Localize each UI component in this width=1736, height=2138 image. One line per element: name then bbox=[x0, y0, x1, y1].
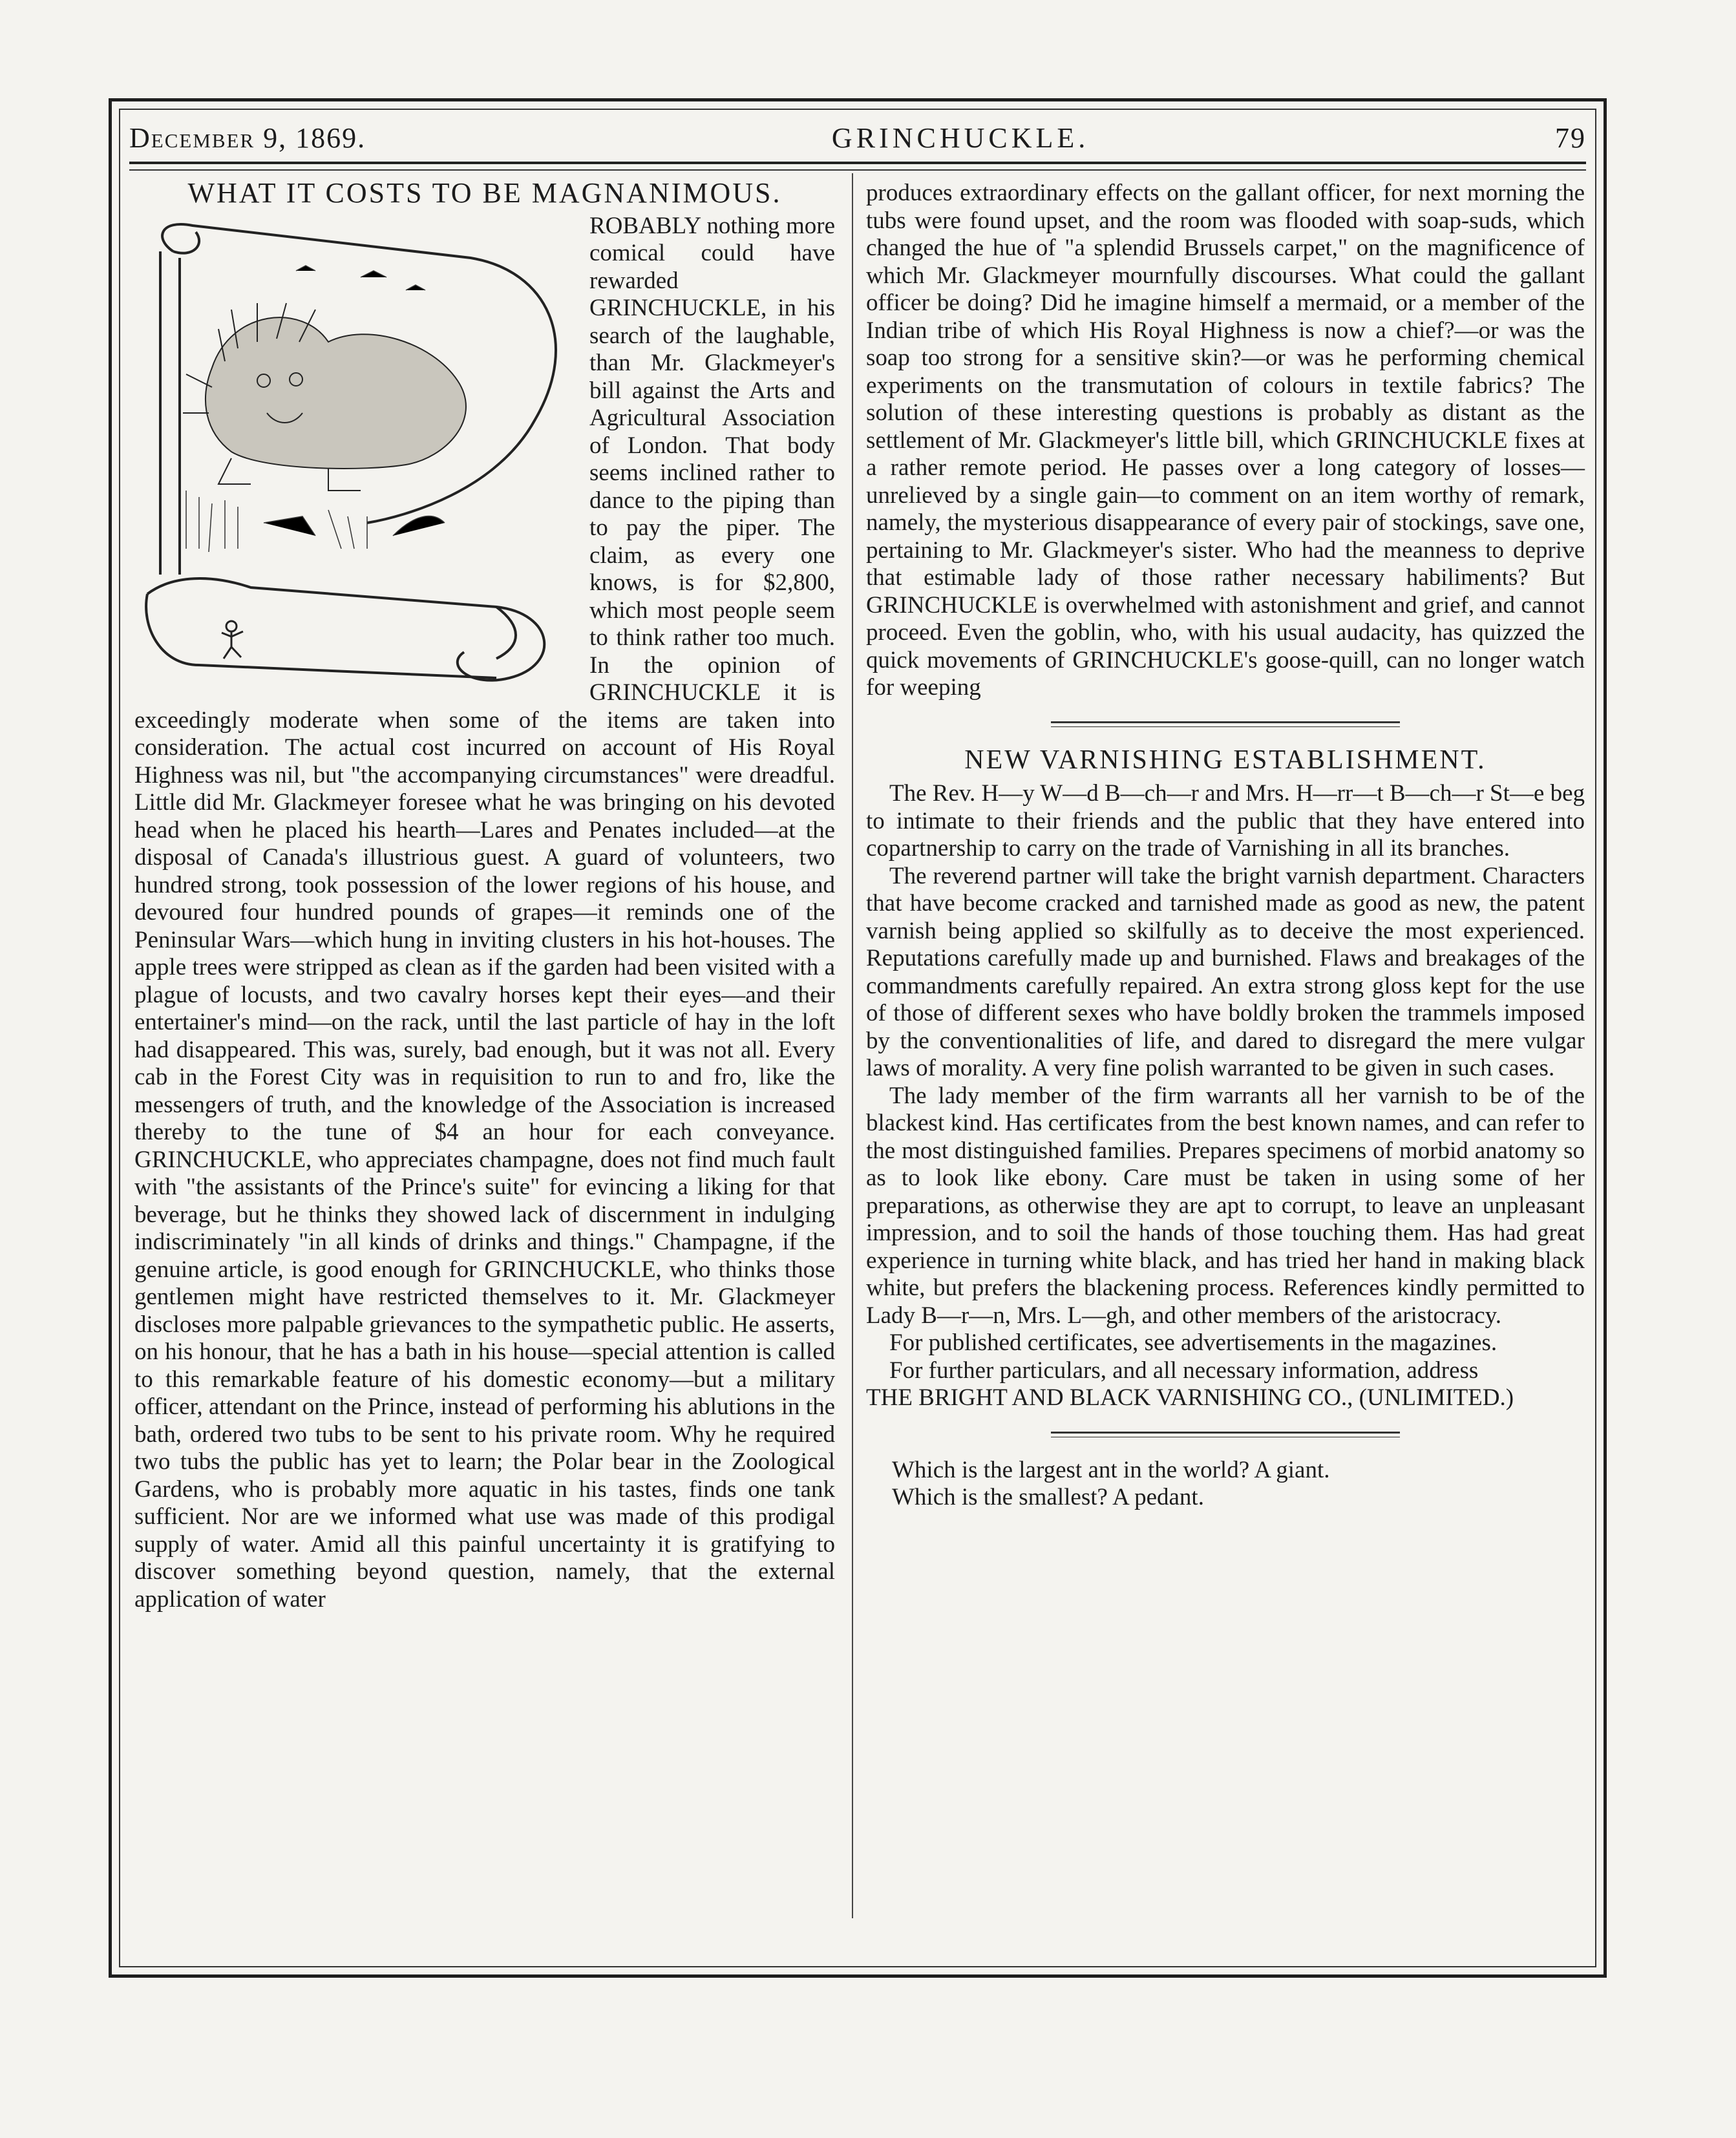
section-separator bbox=[1051, 721, 1400, 727]
dropcap-illustration bbox=[134, 213, 580, 704]
article-title-varnishing: NEW VARNISHING ESTABLISHMENT. bbox=[964, 745, 1487, 775]
header-rule-thin bbox=[129, 169, 1586, 171]
lion-dropcap-icon bbox=[134, 213, 580, 704]
column-divider bbox=[852, 173, 853, 1918]
varnishing-paragraph: The reverend partner will take the bright varnish department. Characters that have become cracked and tarnished made as good as new, the patent varnish being applied so skilfully as to deceive the most experienced. Reputations carefully made up and burnished. Flaws and breakages of the commandments carefully repaired. An extra strong gloss kept for the use of those of different sexes who have boldly broken the trammels imposed by the conventionalities of life, and dared to disregard the mere vulgar laws of morality. A very fine polish warranted to be given in such cases. bbox=[866, 862, 1585, 1081]
riddle-line: Which is the largest ant in the world? A giant. bbox=[892, 1456, 1330, 1483]
header-rule bbox=[129, 162, 1586, 164]
riddles bbox=[866, 1457, 1585, 1512]
varnishing-signature: THE BRIGHT AND BLACK VARNISHING CO., (UNLIMITED.) bbox=[866, 1384, 1514, 1411]
page-number: 79 bbox=[1554, 122, 1586, 154]
header-title: GRINCHUCKLE. bbox=[831, 122, 1090, 154]
page-header bbox=[129, 116, 1586, 159]
varnishing-paragraph: The Rev. H—y W—d B—ch—r and Mrs. H—rr—t B—ch—r St—e beg to intimate to their friends and the public that they have entered into copartnership to carry on the trade of Varnishing in all its branches. bbox=[866, 780, 1585, 862]
varnishing-paragraph: For published certificates, see advertisements in the magazines. bbox=[889, 1329, 1498, 1356]
article-title-magnanimous: WHAT IT COSTS TO BE MAGNANIMOUS. bbox=[187, 177, 782, 209]
article1-continuation: produces extraordinary effects on the gallant officer, for next morning the tubs were found upset, and the room was flooded with soap-suds, which changed the hue of "a splendid Brussels carpet," on the magnificence of which Mr. Glackmeyer mournfully discourses. What could the gallant officer be doing? Did he imagine himself a mermaid, or a member of the Indian tribe of which His Royal Highness is now a chief?—or was the soap too strong for a sensitive skin?—or was he performing chemical experiments on the transmutation of colours in textile fabrics? The solution of these interesting questions is probably as distant as the settlement of Mr. Glackmeyer's little bill, which GRINCHUCKLE fixes at a rather remote period. He passes over a long category of losses—unrelieved by a single gain—to comment on an item worthy of remark, namely, the mysterious disappearance of every pair of stockings, save one, pertaining to Mr. Glackmeyer's sister. Who had the meanness to deprive that estimable lady of those rather necessary habiliments? But GRINCHUCKLE is overwhelmed with astonishment and grief, and cannot proceed. Even the goblin, who, with his usual audacity, has quizzed the quick movements of GRINCHUCKLE's goose-quill, can no longer watch for weeping bbox=[866, 180, 1585, 701]
article1-body: ROBABLY nothing more comical could have rewarded GRINCHUCKLE, in his search of the laughable, than Mr. Glackmeyer's bill against the Arts and Agricultural Association of London. That body seems inclined rather to dance to the piping than to pay the piper. The claim, as every one knows, is for $2,800, which most people seem to think rather too much. In the opinion of GRINCHUCKLE it is exceedingly moderate when some of the items are taken into consideration. The actual cost incurred on account of His Royal Highness was nil, but "the accompanying circumstances" were dreadful. Little did Mr. Glackmeyer foresee what he was bringing on his devoted head when he placed his hearth—Lares and Penates included—at the disposal of Canada's illustrious guest. A guard of volunteers, two hundred strong, took possession of the lower regions of his house, and devoured four hundred pounds of grapes—it reminds one of the Peninsular Wars—which hung in inviting clusters in his hot-houses. The apple trees were stripped as clean as if the garden had been visited with a plague of locusts, and two cavalry horses kept their eyes—and their entertainer's mind—on the rack, until the last particle of hay in the loft had disappeared. This was, surely, bad enough, but it was not all. Every cab in the Forest City was in requisition to run to and fro, like the messengers of truth, and the knowledge of the Association is increased thereby to the tune of $4 an hour for each conveyance. GRINCHUCKLE, who appreciates champagne, does not find much fault with "the assistants of the Prince's suite" for evincing a liking for that beverage, but he thinks they showed lack of discernment in indulging indiscriminately "in all kinds of drinks and things." Champagne, if the genuine article, is good enough for GRINCHUCKLE, who thinks those gentlemen might have restricted themselves to it. Mr. Glackmeyer discloses more palpable grievances to the sympathetic public. He asserts, on his honour, that he has a bath in his house—special attention is called to this remarkable feature of his domestic economy—but a military officer, attendant on the Prince, instead of performing his ablutions in the bath, ordered two tubs to be sent to his private room. Why he required two tubs the public has yet to learn; the Polar bear in the Zoological Gardens, who is probably more aquatic in his tastes, finds one tank sufficient. Nor are we informed what use was made of this prodigal supply of water. Amid all this painful uncertainty it is gratifying to discover something beyond question, namely, that the external application of water bbox=[134, 212, 835, 1613]
left-column bbox=[134, 177, 835, 1613]
header-date: December 9, 1869. bbox=[129, 122, 366, 154]
varnishing-paragraph: The lady member of the firm warrants all her varnish to be of the blackest kind. Has certificates from the best known names, and can refer to the most distinguished families. Prepares specimens of morbid anatomy so as to look like ebony. Care must be taken in using some of her preparations, as otherwise they are apt to corrupt, to leave an unpleasant impression, and to soil the hands of those touching them. Has had great experience in turning white black, and has tried her hand in making black white, but prefers the blackening process. References kindly permitted to Lady B—r—n, Mrs. L—gh, and other members of the aristocracy. bbox=[866, 1082, 1585, 1329]
section-separator bbox=[1051, 1432, 1400, 1437]
right-column bbox=[866, 180, 1585, 1512]
riddle-line: Which is the smallest? A pedant. bbox=[892, 1484, 1204, 1510]
varnishing-paragraph: For further particulars, and all necessary information, address bbox=[889, 1357, 1479, 1384]
